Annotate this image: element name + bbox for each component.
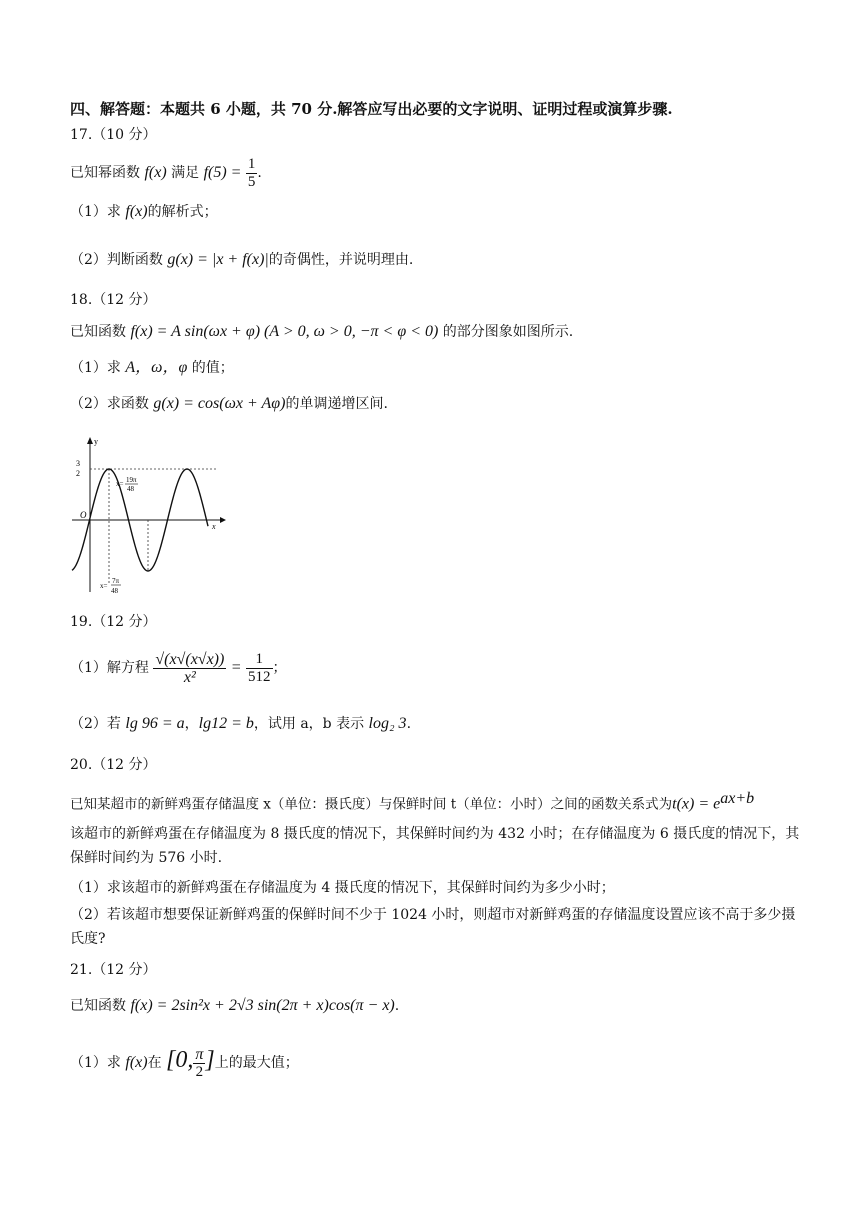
q17-frac-num: 1 bbox=[247, 155, 256, 172]
q19-p2-text2: ，试用 a，b 表示 bbox=[253, 716, 365, 732]
q19-p2-sep: ， bbox=[184, 716, 199, 732]
q17-frac-den: 5 bbox=[247, 173, 256, 190]
q17-stem bbox=[70, 155, 262, 191]
q17-p2-text2: 的奇偶性，并说明理由. bbox=[268, 252, 414, 268]
y-tick-numerator: 3 bbox=[76, 459, 80, 468]
origin-label: O bbox=[80, 510, 87, 520]
q17-part1 bbox=[70, 202, 218, 222]
q18-p2-text2: 的单调递增区间. bbox=[285, 396, 388, 412]
label1-denominator: 48 bbox=[127, 485, 134, 493]
q19-part2 bbox=[70, 714, 411, 734]
q18-sine-graph bbox=[68, 432, 228, 602]
q17-stem-end: . bbox=[257, 165, 262, 181]
q21-interval-fraction bbox=[193, 1046, 205, 1081]
x-axis-arrow bbox=[220, 517, 226, 523]
q17-p2-text: （2）判断函数 bbox=[70, 252, 163, 268]
q19-lhs-num: √(x√(x√x)) bbox=[155, 650, 225, 668]
q18-p1-text: （1）求 bbox=[70, 360, 121, 376]
q19-rhs-den: 512 bbox=[248, 668, 271, 685]
q21-stem-text: 已知函数 bbox=[70, 998, 126, 1014]
q18-stem-text: 已知函数 bbox=[70, 324, 126, 340]
q19-lhs-fraction bbox=[153, 651, 226, 686]
q17-p1-text2: 的解析式； bbox=[147, 204, 218, 220]
q20-exponent: ax+b bbox=[720, 790, 755, 807]
q19-p1-end: ； bbox=[272, 660, 287, 676]
q19-rhs-num: 1 bbox=[246, 651, 273, 669]
q21-p1-fx: f(x) bbox=[125, 1054, 148, 1071]
q17-number: 17.（10 分） bbox=[70, 127, 157, 143]
x-axis-label: x bbox=[212, 522, 216, 531]
q21-frac-num: π bbox=[195, 1045, 204, 1063]
q20-line2: 该超市的新鲜鸡蛋在存储温度为 8 摄氏度的情况下，其保鲜时间约为 432 小时；在存储温度为 6 摄氏度的情况下，其保鲜时间约为 576 小时. bbox=[70, 826, 800, 866]
q21-number: 21.（12 分） bbox=[70, 962, 157, 978]
q17-p1-text: （1）求 bbox=[70, 204, 121, 220]
q17-p2-g: g(x) = |x + f(x)| bbox=[167, 251, 269, 268]
q19-equals: = bbox=[230, 659, 242, 676]
q18-p2-g: g(x) = cos(ωx + Aφ) bbox=[153, 395, 286, 412]
q21-p1-text2: 在 bbox=[147, 1055, 162, 1071]
q19-number: 19.（12 分） bbox=[70, 614, 157, 630]
q20-line1-text: 已知某超市的新鲜鸡蛋存储温度 x（单位：摄氏度）与保鲜时间 t（单位：小时）之间的函数关系式为 bbox=[70, 796, 673, 813]
q21-stem bbox=[70, 996, 399, 1016]
y-axis-label: y bbox=[94, 437, 98, 446]
label2-denominator: 48 bbox=[111, 587, 118, 595]
q19-rhs-fraction bbox=[246, 651, 273, 686]
y-axis-arrow bbox=[87, 437, 93, 444]
q17-fraction bbox=[246, 156, 258, 191]
q19-p2-text: （2）若 bbox=[70, 716, 121, 732]
q19-p2-end: . bbox=[406, 716, 412, 732]
q19-p1-text: （1）解方程 bbox=[70, 660, 149, 676]
y-tick-denominator: 2 bbox=[76, 469, 80, 478]
q21-interval-left: [0, bbox=[166, 1047, 194, 1073]
q19-part1 bbox=[70, 648, 287, 688]
q21-p1-text3: 上的最大值； bbox=[214, 1055, 299, 1071]
label2-prefix: x= bbox=[100, 582, 108, 590]
q18-p2-text: （2）求函数 bbox=[70, 396, 149, 412]
q19-lhs-den: x² bbox=[183, 668, 196, 686]
q17-stem-text: 已知幂函数 bbox=[70, 165, 140, 181]
q19-p2-expr3: log₂ 3 bbox=[368, 715, 407, 732]
q18-stem-text2: 的部分图象如图所示. bbox=[442, 324, 574, 340]
q21-f: f(x) = 2sin²x + 2√3 sin(2π + x)cos(π − x) bbox=[130, 997, 395, 1014]
q19-p2-expr1: lg 96 = a bbox=[125, 715, 185, 732]
label1-prefix: x= bbox=[116, 480, 124, 488]
q21-part1 bbox=[70, 1040, 299, 1083]
q17-fx: f(x) bbox=[144, 164, 167, 181]
q17-f5: f(5) = bbox=[203, 164, 242, 181]
q21-stem-end: . bbox=[394, 998, 400, 1014]
label2-numerator: 7π bbox=[112, 577, 120, 585]
q17-stem-text2: 满足 bbox=[171, 165, 200, 181]
q20-formula: t(x) = e bbox=[672, 795, 721, 813]
q17-p1-fx: f(x) bbox=[125, 203, 148, 220]
q20-line1 bbox=[70, 789, 754, 815]
q20-number: 20.（12 分） bbox=[70, 757, 157, 773]
label1-numerator: 19π bbox=[126, 476, 137, 484]
q21-frac-den: 2 bbox=[195, 1063, 204, 1080]
q21-interval-right: ] bbox=[205, 1047, 215, 1073]
q18-part2 bbox=[70, 394, 388, 414]
q18-p1-text2: 的值； bbox=[191, 360, 234, 376]
q21-p1-text: （1）求 bbox=[70, 1055, 121, 1071]
q18-stem bbox=[70, 322, 573, 342]
q18-p1-vars: A，ω，φ bbox=[125, 359, 188, 376]
section-title: 四、解答题：本题共 6 小题，共 70 分.解答应写出必要的文字说明、证明过程或演算步骤. bbox=[70, 100, 673, 118]
q18-part1 bbox=[70, 358, 234, 378]
q18-number: 18.（12 分） bbox=[70, 292, 157, 308]
q19-p2-expr2: lg12 = b bbox=[198, 715, 254, 732]
q20-part2: （2）若该超市想要保证新鲜鸡蛋的保鲜时间不少于 1024 小时，则超市对新鲜鸡蛋的存储温度设置应该不高于多少摄氏度? bbox=[70, 907, 796, 947]
q18-f: f(x) = A sin(ωx + φ) (A > 0, ω > 0, −π < φ < 0) bbox=[130, 323, 439, 340]
q17-part2 bbox=[70, 250, 413, 270]
q20-part1: （1）求该超市的新鲜鸡蛋在存储温度为 4 摄氏度的情况下，其保鲜时间约为多少小时； bbox=[70, 880, 615, 896]
